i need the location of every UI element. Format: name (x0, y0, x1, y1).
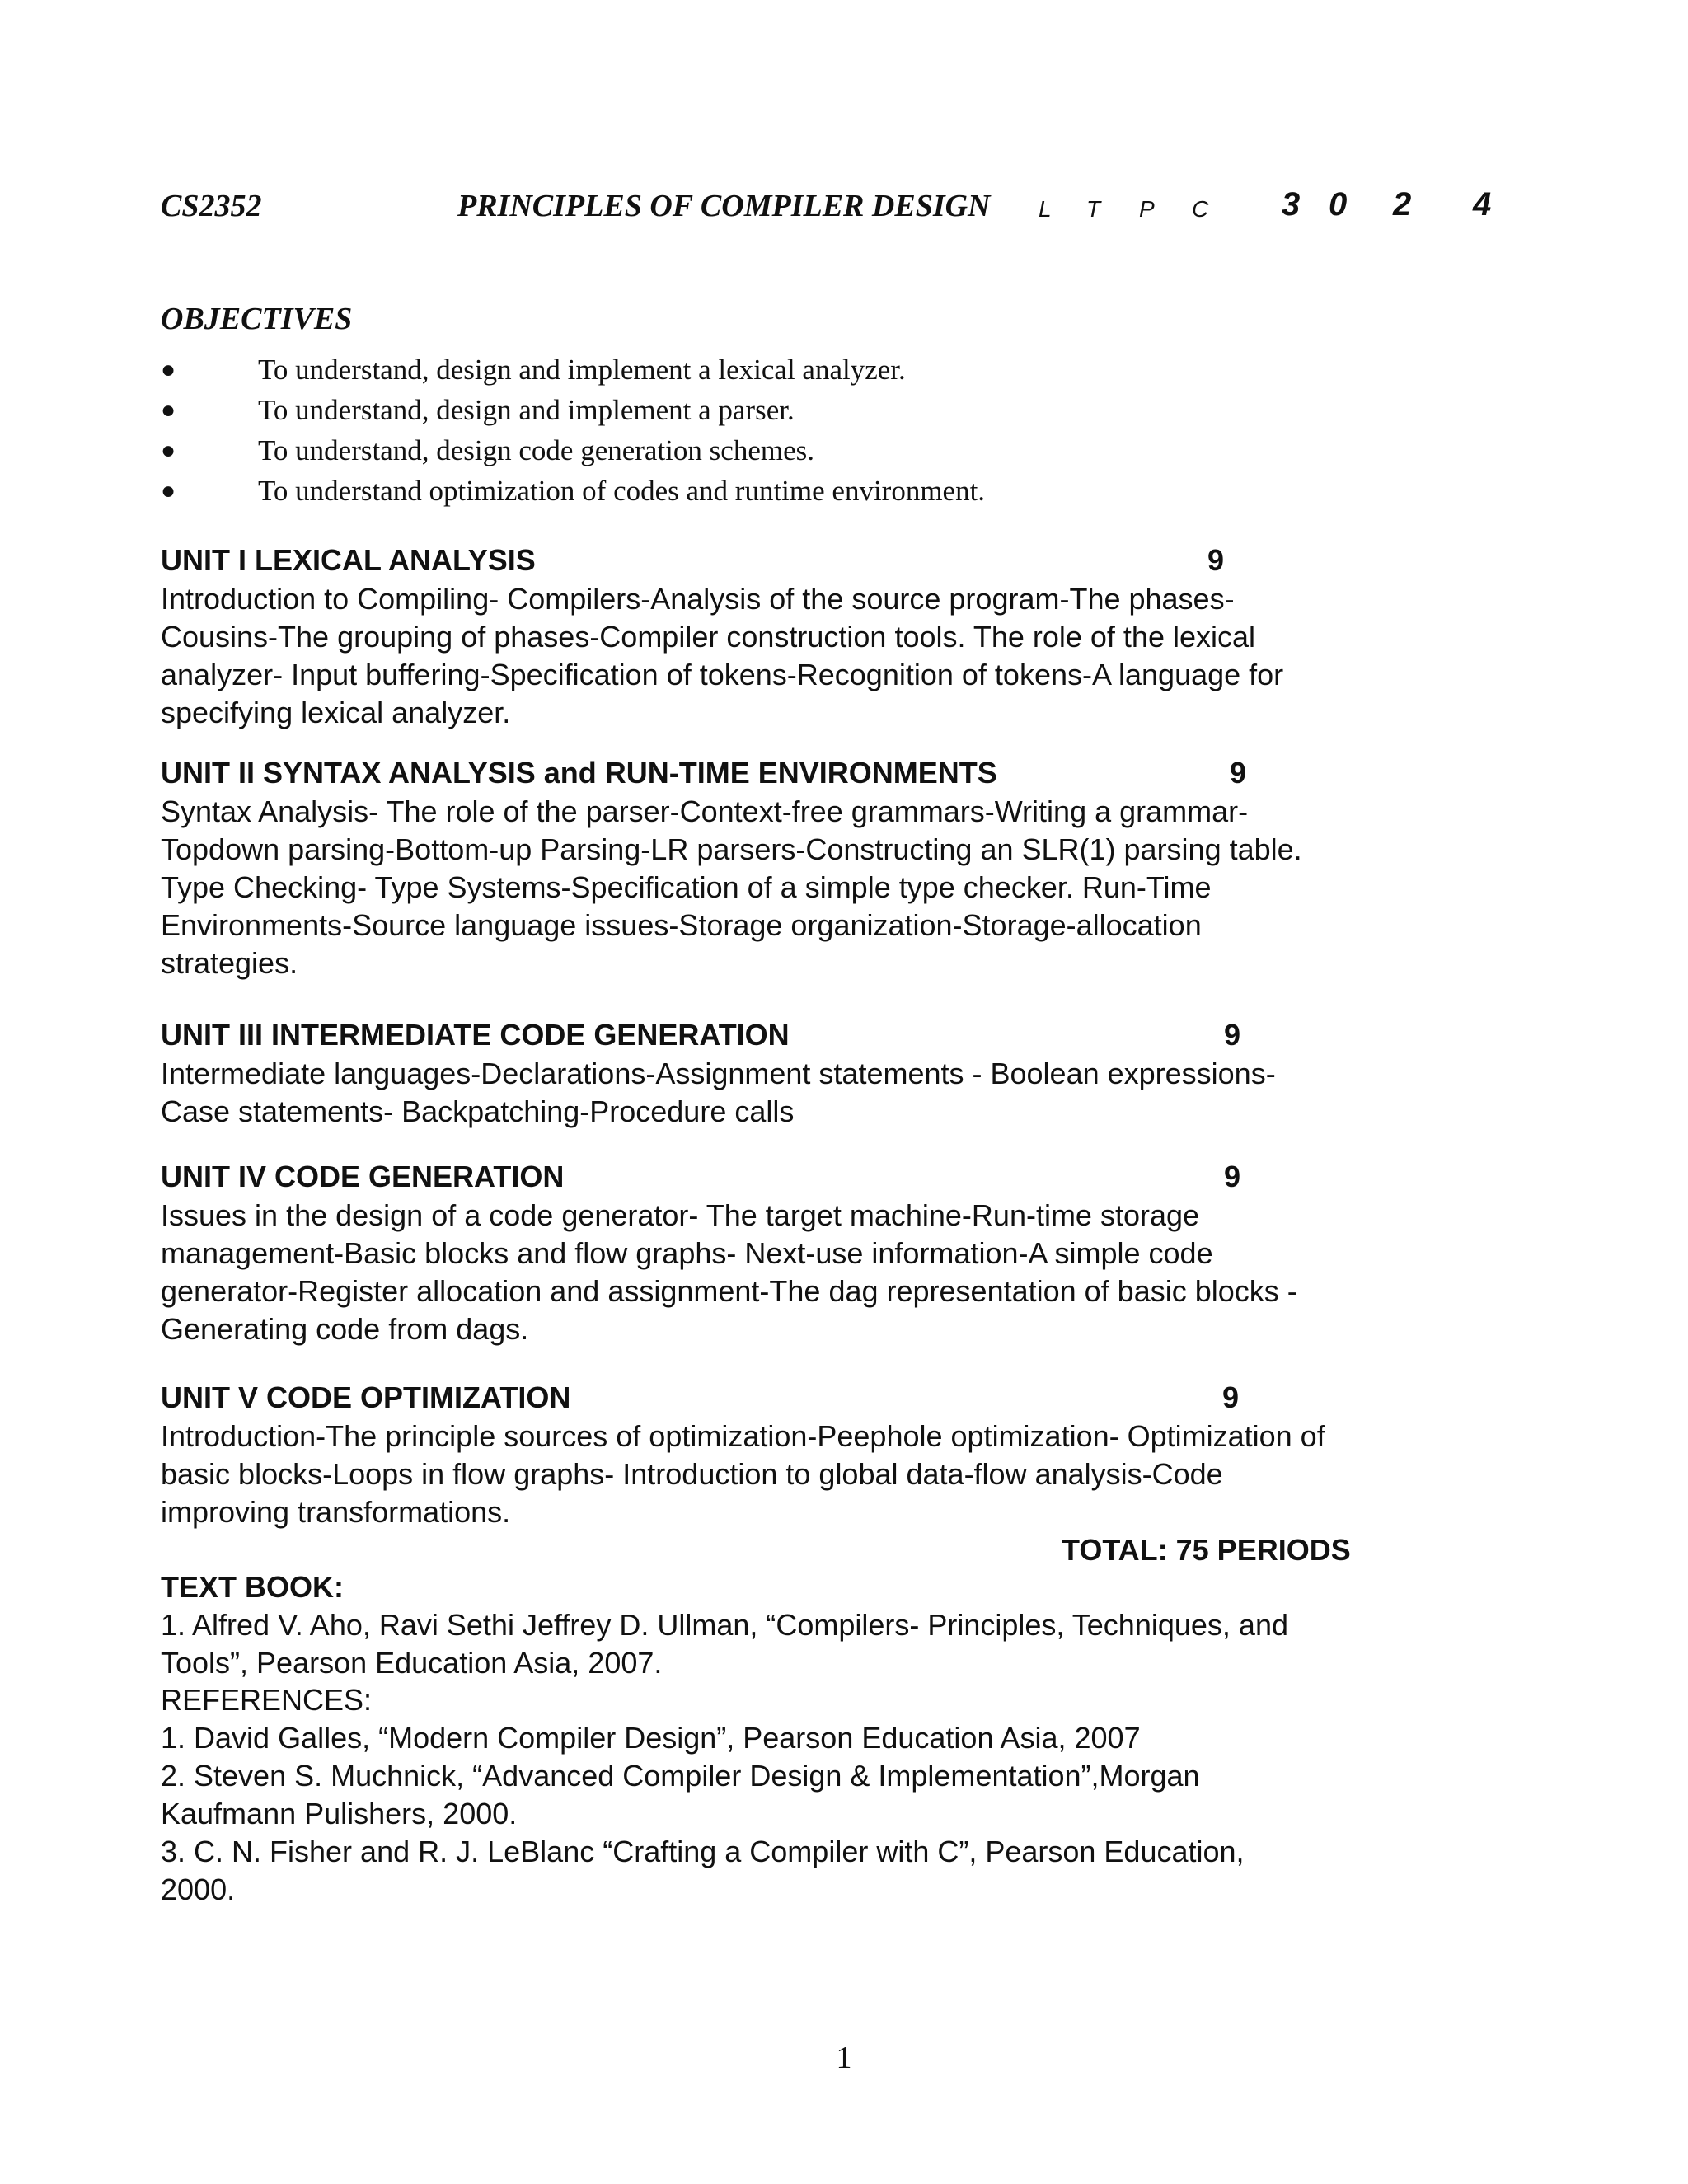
unit-title: UNIT IV CODE GENERATION (161, 1160, 565, 1193)
unit-text-line: specifying lexical analyzer. (161, 696, 511, 729)
unit-heading (161, 1157, 1529, 1197)
ltpc-label-c: C (1192, 196, 1209, 222)
objective-text: To understand, design and implement a lexical analyzer. (258, 354, 906, 386)
ltpc-value-t: 0 (1329, 186, 1348, 223)
references-section (161, 1681, 1245, 1909)
bullet-icon: ● (161, 396, 176, 424)
unit-2-section (161, 753, 1529, 982)
unit-title: UNIT III INTERMEDIATE CODE GENERATION (161, 1018, 790, 1052)
page-number: 1 (836, 2041, 852, 2075)
unit-text-line: Type Checking- Type Systems-Specification of a simple type checker. Run-Time (161, 870, 1212, 904)
unit-text-line: Environments-Source language issues-Storage organization-Storage-allocation (161, 908, 1202, 942)
unit-text-line: Intermediate languages-Declarations-Assignment statements - Boolean expressions- (161, 1057, 1276, 1090)
text-book-heading: TEXT BOOK: (161, 1570, 344, 1604)
unit-text-line: analyzer- Input buffering-Specification of tokens-Recognition of tokens-A language for (161, 658, 1284, 691)
unit-text-line: improving transformations. (161, 1495, 511, 1529)
reference-line: 3. C. N. Fisher and R. J. LeBlanc “Crafting a Compiler with C”, Pearson Education, (161, 1835, 1245, 1868)
unit-text-line: Syntax Analysis- The role of the parser-Context-free grammars-Writing a grammar- (161, 794, 1249, 828)
unit-3-section (161, 1015, 1529, 1131)
unit-hours: 9 (1207, 543, 1225, 577)
unit-text-line: basic blocks-Loops in flow graphs- Introduction to global data-flow analysis-Code (161, 1457, 1223, 1491)
unit-text-line: generator-Register allocation and assignment-The dag representation of basic blocks - (161, 1274, 1297, 1308)
unit-text-line: Introduction to Compiling- Compilers-Analysis of the source program-The phases- (161, 582, 1235, 616)
unit-1-section (161, 541, 1529, 732)
unit-text-line: Cousins-The grouping of phases-Compiler construction tools. The role of the lexical (161, 620, 1256, 654)
references-heading: REFERENCES: (161, 1683, 373, 1717)
ltpc-value-l: 3 (1282, 186, 1301, 223)
bullet-icon: ● (161, 437, 176, 464)
unit-text-line: Topdown parsing-Bottom-up Parsing-LR parsers-Constructing an SLR(1) parsing table. (161, 832, 1302, 866)
unit-hours: 9 (1222, 1380, 1240, 1414)
unit-text-line: Generating code from dags. (161, 1312, 529, 1346)
objective-text: To understand, design and implement a parser. (258, 394, 795, 426)
reference-line: 1. David Galles, “Modern Compiler Design”, Pearson Education Asia, 2007 (161, 1721, 1141, 1755)
reference-line: 2000. (161, 1872, 236, 1906)
unit-text-line: Issues in the design of a code generator- The target machine-Run-time storage (161, 1198, 1200, 1232)
ltpc-label-t: T (1086, 196, 1101, 222)
reference-line: Kaufmann Pulishers, 2000. (161, 1797, 518, 1830)
text-book-line: 1. Alfred V. Aho, Ravi Sethi Jeffrey D. Ullman, “Compilers- Principles, Techniques, and (161, 1608, 1288, 1642)
unit-heading (161, 753, 1529, 793)
reference-line: 2. Steven S. Muchnick, “Advanced Compiler Design & Implementation”,Morgan (161, 1759, 1200, 1793)
unit-hours: 9 (1224, 1160, 1241, 1193)
unit-text-line: management-Basic blocks and flow graphs- Next-use information-A simple code (161, 1236, 1213, 1270)
bullet-icon: ● (161, 356, 176, 383)
text-book-line: Tools”, Pearson Education Asia, 2007. (161, 1646, 663, 1680)
unit-heading (161, 541, 1529, 580)
unit-text-line: Introduction-The principle sources of optimization-Peephole optimization- Optimization of (161, 1419, 1325, 1453)
text-book-section (161, 1568, 1288, 1682)
objective-text: To understand optimization of codes and runtime environment. (258, 475, 986, 507)
unit-hours: 9 (1230, 756, 1247, 790)
ltpc-label-l: L (1039, 196, 1052, 222)
objective-text: To understand, design code generation schemes. (258, 434, 814, 466)
bullet-icon: ● (161, 477, 176, 504)
unit-heading (161, 1015, 1529, 1055)
course-code: CS2352 (161, 189, 262, 223)
unit-title: UNIT II SYNTAX ANALYSIS and RUN-TIME ENVIRONMENTS (161, 756, 997, 790)
ltpc-value-p: 2 (1393, 186, 1412, 223)
unit-title: UNIT I LEXICAL ANALYSIS (161, 543, 536, 577)
ltpc-label-p: P (1139, 196, 1155, 222)
unit-text-line: strategies. (161, 946, 298, 980)
unit-hours: 9 (1224, 1018, 1241, 1052)
unit-4-section (161, 1157, 1529, 1348)
unit-heading (161, 1378, 1529, 1418)
unit-title: UNIT V CODE OPTIMIZATION (161, 1380, 571, 1414)
unit-text-line: Case statements- Backpatching-Procedure calls (161, 1094, 795, 1128)
course-title: PRINCIPLES OF COMPILER DESIGN (457, 189, 991, 223)
total-periods: TOTAL: 75 PERIODS (1062, 1533, 1351, 1567)
objectives-heading: OBJECTIVES (161, 302, 353, 336)
ltpc-value-c: 4 (1473, 186, 1492, 223)
unit-5-section (161, 1378, 1529, 1531)
